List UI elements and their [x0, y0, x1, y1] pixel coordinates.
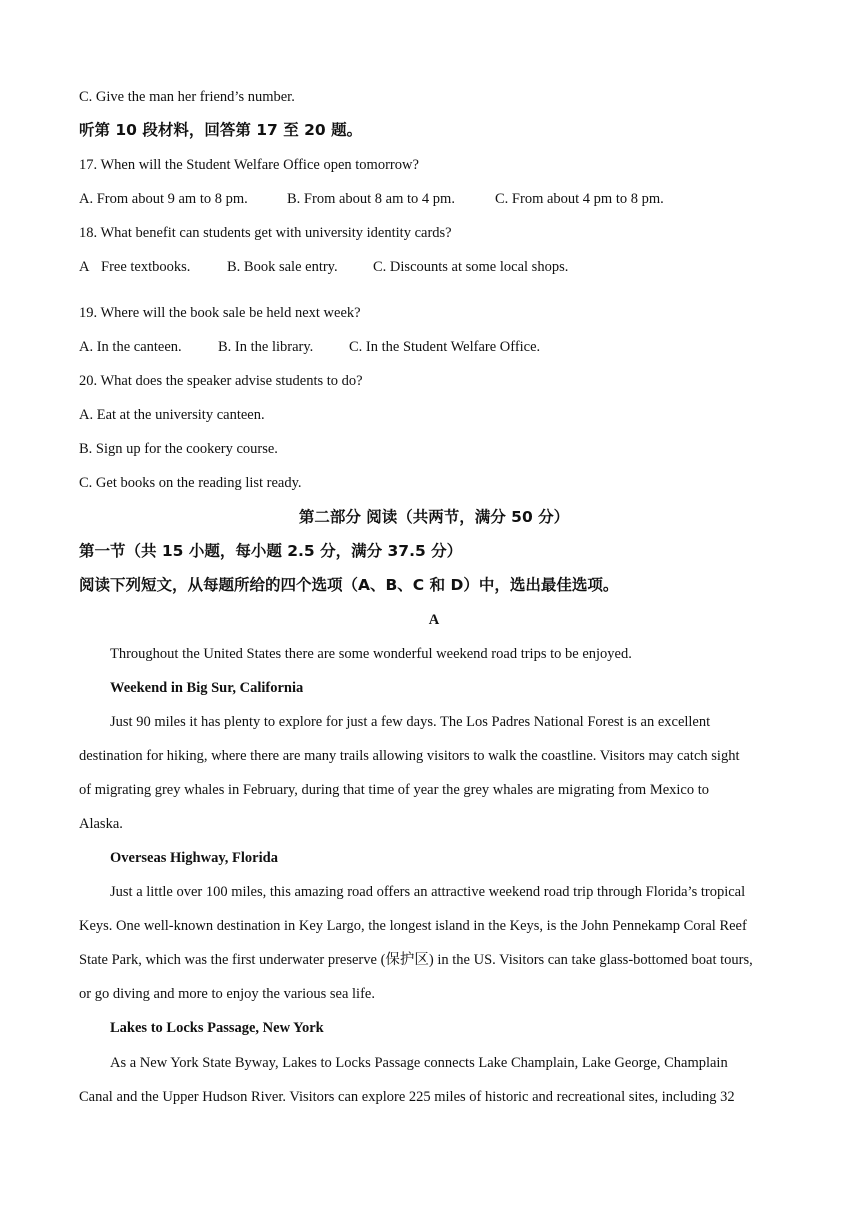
question-19: 19. Where will the book sale be held next week?: [79, 305, 361, 321]
lakes-line-2: Canal and the Upper Hudson River. Visitors can explore 225 miles of historic and recreational sites, including 32: [79, 1089, 735, 1105]
q17-option-c: C. From about 4 pm to 8 pm.: [495, 191, 664, 207]
reading-instructions: 阅读下列短文，从每题所给的四个选项（A、B、C 和 D）中，选出最佳选项。: [79, 576, 619, 594]
question-17: 17. When will the Student Welfare Office open tomorrow?: [79, 157, 419, 173]
overseas-line-1: Just a little over 100 miles, this amazing road offers an attractive weekend road trip through Florida’s tropical: [110, 884, 746, 900]
passage-label: A: [428, 612, 440, 628]
q17-option-b: B. From about 8 am to 4 pm.: [287, 191, 455, 207]
subheading-big-sur: Weekend in Big Sur, California: [110, 680, 304, 696]
overseas-line-4: or go diving and more to enjoy the various sea life.: [79, 986, 375, 1002]
q16-option-c: C. Give the man her friend’s number.: [79, 89, 295, 105]
big-sur-line-1: Just 90 miles it has plenty to explore for just a few days. The Los Padres National Forest is an excellent: [110, 714, 711, 730]
q17-option-a: A. From about 9 am to 8 pm.: [79, 191, 248, 207]
passage-intro: Throughout the United States there are some wonderful weekend road trips to be enjoyed.: [110, 646, 632, 662]
q19-option-b: B. In the library.: [218, 339, 314, 355]
big-sur-line-2: destination for hiking, where there are many trails allowing visitors to walk the coastline. Visitors may catch sight: [79, 748, 740, 764]
q19-option-a: A. In the canteen.: [79, 339, 182, 355]
question-20: 20. What does the speaker advise students to do?: [79, 373, 363, 389]
q18-option-a-text: Free textbooks.: [101, 259, 191, 275]
big-sur-line-3: of migrating grey whales in February, during that time of year the grey whales are migrating from Mexico to: [79, 782, 710, 798]
question-18: 18. What benefit can students get with university identity cards?: [79, 225, 452, 241]
overseas-line-2: Keys. One well-known destination in Key Largo, the longest island in the Keys, is the John Pennekamp Coral Reef: [79, 918, 747, 934]
part-two-heading: 第二部分 阅读（共两节，满分 50 分）: [298, 508, 570, 526]
lakes-line-1: As a New York State Byway, Lakes to Locks Passage connects Lake Champlain, Lake George, Champlain: [110, 1055, 728, 1071]
q20-option-b: B. Sign up for the cookery course.: [79, 441, 278, 457]
q18-option-b: B. Book sale entry.: [227, 259, 338, 275]
overseas-line-3: State Park, which was the first underwater preserve (保护区) in the US. Visitors can take glass-bottomed boat tours,: [79, 952, 753, 968]
q18-option-a-letter: A: [79, 259, 90, 275]
subheading-overseas-highway: Overseas Highway, Florida: [110, 850, 278, 866]
section-one-heading: 第一节（共 15 小题，每小题 2.5 分，满分 37.5 分）: [79, 542, 463, 560]
q19-option-c: C. In the Student Welfare Office.: [349, 339, 541, 355]
big-sur-line-4: Alaska.: [79, 816, 123, 832]
q20-option-c: C. Get books on the reading list ready.: [79, 475, 302, 491]
section-heading-material-10: 听第 10 段材料，回答第 17 至 20 题。: [79, 121, 363, 139]
subheading-lakes-to-locks: Lakes to Locks Passage, New York: [110, 1020, 324, 1036]
q20-option-a: A. Eat at the university canteen.: [79, 407, 265, 423]
q18-option-c: C. Discounts at some local shops.: [373, 259, 569, 275]
